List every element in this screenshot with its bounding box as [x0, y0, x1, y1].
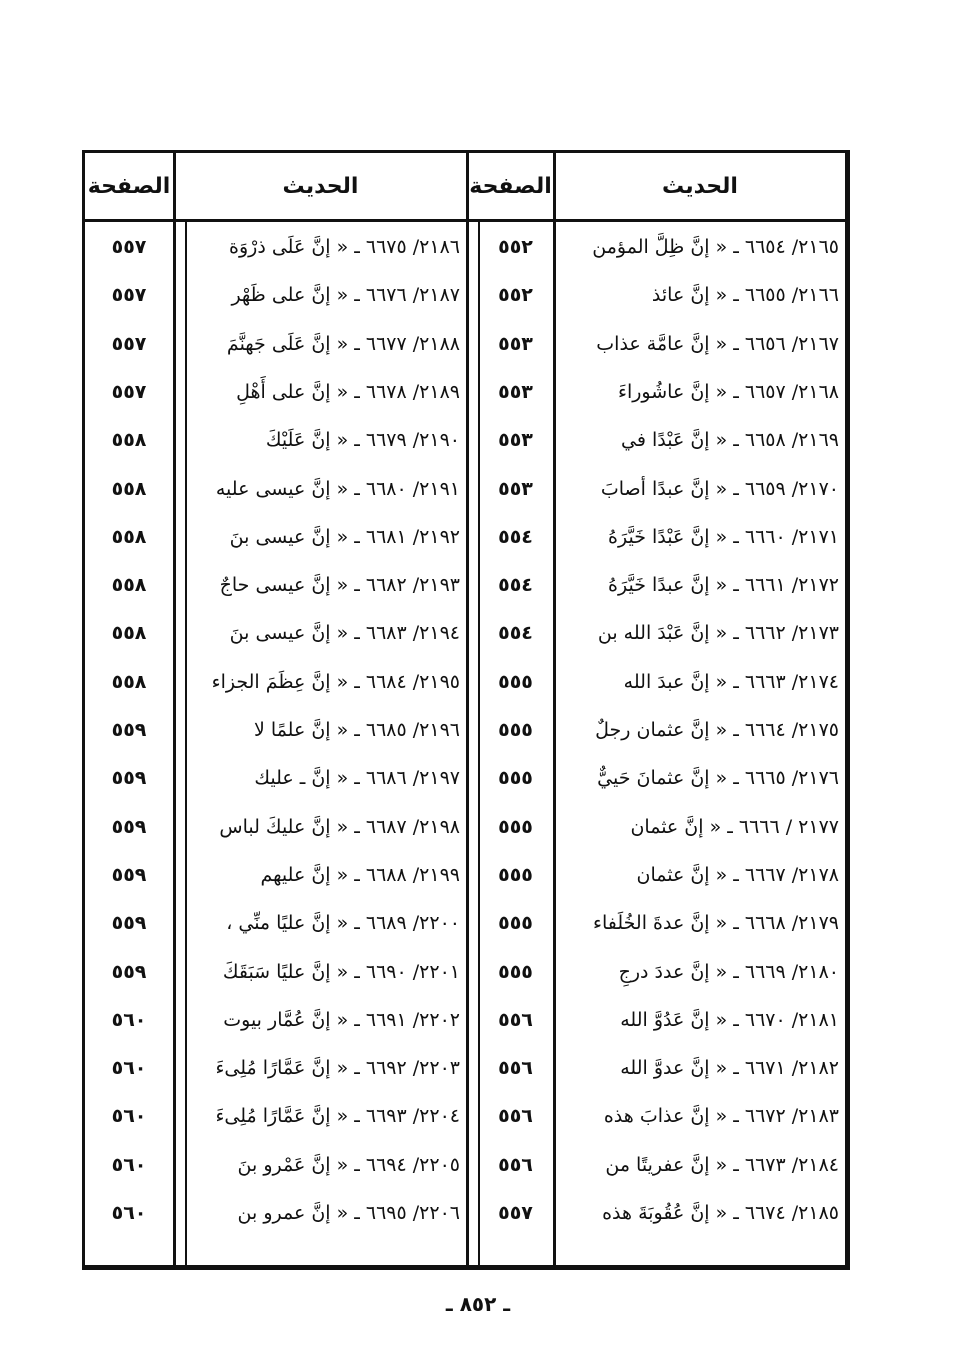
left-hadith-cell: ٢١٩٩/ ٦٦٨٨ ـ « إنَّ عليهم: [260, 863, 460, 886]
left-hadith-cell: ٢١٩٠/ ٦٦٧٩ ـ « إنَّ عَلَيْكَ: [265, 429, 460, 452]
left-hadith-cell: ٢١٩٦/ ٦٦٨٥ ـ « إنَّ علمًا لا: [254, 719, 460, 741]
table-row: [85, 658, 845, 706]
header-right-hadith: الحديث: [662, 173, 738, 199]
left-page-cell: ٥٥٧: [111, 284, 147, 307]
table-row: [85, 561, 845, 609]
table-row: [85, 803, 845, 851]
right-hadith-cell: ٢١٧٧ / ٦٦٦٦ ـ « إنَّ عثمان: [630, 815, 839, 838]
left-hadith-cell: ٢١٩٥/ ٦٦٨٤ ـ « إنَّ عِظَمَ الجزاء: [211, 670, 460, 693]
left-hadith-cell: ٢١٩٨/ ٦٦٨٧ ـ « إنَّ عليكَ لباس: [219, 815, 460, 838]
left-hadith-cell: ٢٢٠٦/ ٦٦٩٥ ـ « إنَّ عمرو بن: [237, 1202, 460, 1224]
left-page-cell: ٥٥٩: [111, 960, 147, 983]
right-page-cell: ٥٥٣: [498, 429, 533, 452]
right-page-cell: ٥٥٥: [498, 912, 533, 935]
left-page-cell: ٥٥٨: [111, 670, 147, 693]
table-row: [85, 609, 845, 657]
header-left-page: الصفحة: [87, 173, 171, 199]
table-row: [85, 851, 845, 899]
right-hadith-cell: ٢١٦٨/ ٦٦٥٧ ـ « إنَّ عاشُوراءَ: [618, 380, 839, 403]
right-page-cell: ٥٥٦: [498, 1008, 533, 1031]
left-page-cell: ٥٦٠: [111, 1202, 147, 1224]
right-hadith-cell: ٢١٦٩/ ٦٦٥٨ ـ « إنَّ عَبْدًا في: [621, 429, 839, 452]
right-page-cell: ٥٥٣: [498, 332, 533, 355]
left-page-cell: ٥٦٠: [111, 1057, 147, 1080]
left-page-cell: ٥٥٩: [111, 767, 147, 790]
left-page-cell: ٥٥٨: [111, 477, 147, 500]
left-page-cell: ٥٥٨: [111, 622, 147, 645]
right-page-cell: ٥٥٣: [498, 477, 533, 500]
right-hadith-cell: ٢١٧٨/ ٦٦٦٧ ـ « إنَّ عثمان: [636, 863, 839, 886]
table-row: [85, 513, 845, 561]
right-hadith-cell: ٢١٧٥/ ٦٦٦٤ ـ « إنَّ عثمان رجلٌ: [595, 719, 839, 741]
right-hadith-cell: ٢١٦٧/ ٦٦٥٦ ـ « إنَّ عامَّة عذاب: [596, 332, 839, 355]
left-page-cell: ٥٥٧: [111, 380, 147, 403]
right-hadith-cell: ٢١٧٢/ ٦٦٦١ ـ « إنَّ عبدًا خَيَّرَهُ: [608, 574, 839, 597]
header-left-hadith: الحديث: [282, 173, 359, 199]
right-hadith-cell: ٢١٨٥/ ٦٦٧٤ ـ « إنَّ عُقُوبَةَ هذه: [602, 1202, 839, 1224]
left-hadith-cell: ٢١٨٨/ ٦٦٧٧ ـ « إنَّ عَلَى جَهنَّمَ: [226, 332, 460, 355]
right-page-cell: ٥٥٤: [498, 622, 533, 645]
table-row: [85, 706, 845, 754]
right-page-cell: ٥٥٥: [498, 863, 533, 886]
left-hadith-cell: ٢٢٠٤/ ٦٦٩٣ ـ « إنَّ عَمَّارًا مُلِىءَ: [215, 1105, 460, 1128]
left-page-cell: ٥٦٠: [111, 1153, 147, 1176]
right-hadith-cell: ٢١٧٩/ ٦٦٦٨ ـ « إنَّ عدةَ الخُلَفاء: [593, 912, 839, 935]
left-hadith-cell: ٢١٩١/ ٦٦٨٠ ـ « إنَّ عيسى عليه: [215, 477, 460, 500]
right-hadith-cell: ٢١٧٤/ ٦٦٦٣ ـ « إنَّ عبدَ الله: [623, 670, 839, 693]
right-hadith-cell: ٢١٧١/ ٦٦٦٠ ـ « إنَّ عَبْدًا خَيَّرَهُ: [608, 525, 839, 548]
right-page-cell: ٥٥٦: [498, 1105, 533, 1128]
right-page-cell: ٥٥٢: [498, 284, 533, 307]
left-page-cell: ٥٥٧: [111, 236, 147, 258]
left-page-cell: ٥٥٧: [111, 332, 147, 355]
page-number: ـ ٨٥٢ ـ: [445, 1292, 511, 1316]
right-page-cell: ٥٥٥: [498, 767, 533, 790]
left-hadith-cell: ٢٢٠٥/ ٦٦٩٤ ـ « إنَّ عَمْرو بنَ: [237, 1153, 460, 1176]
table-row: [85, 1189, 845, 1237]
left-page-cell: ٥٥٨: [111, 429, 147, 452]
table-row: [85, 996, 845, 1044]
right-hadith-cell: ٢١٨٣/ ٦٦٧٢ ـ « إنَّ عذابَ هذه: [603, 1105, 839, 1128]
right-page-cell: ٥٥٧: [498, 1202, 533, 1224]
right-page-cell: ٥٥٣: [498, 380, 533, 403]
right-page-cell: ٥٥٥: [498, 670, 533, 693]
left-hadith-cell: ٢١٨٩/ ٦٦٧٨ ـ « إنَّ على أَهْلِ: [236, 380, 460, 403]
table-row: [85, 1092, 845, 1140]
left-hadith-cell: ٢٢٠١/ ٦٦٩٠ ـ « إنَّ عليًا سَبَقَكَ: [222, 960, 460, 983]
index-table: [82, 150, 850, 1270]
table-row: [85, 948, 845, 996]
right-page-cell: ٥٥٥: [498, 815, 533, 838]
left-page-cell: ٥٦٠: [111, 1105, 147, 1128]
table-row: [85, 320, 845, 368]
table-row: [85, 754, 845, 802]
right-hadith-cell: ٢١٨١/ ٦٦٧٠ ـ « إنَّ عَدُوَّ الله: [620, 1008, 839, 1031]
right-hadith-cell: ٢١٧٠/ ٦٦٥٩ ـ « إنَّ عبدًا أصابَ: [600, 477, 839, 500]
right-page-cell: ٥٥٢: [498, 236, 533, 258]
right-hadith-cell: ٢١٧٣/ ٦٦٦٢ ـ « إنَّ عَبْدَ الله بن: [597, 622, 839, 645]
table-row: [85, 416, 845, 464]
left-hadith-cell: ٢١٨٦/ ٦٦٧٥ ـ « إنَّ عَلَى ذرْوَة: [229, 236, 460, 258]
left-hadith-cell: ٢١٩٢/ ٦٦٨١ ـ « إنَّ عيسى بنَ: [229, 525, 460, 548]
table-row: [85, 368, 845, 416]
right-page-cell: ٥٥٤: [498, 525, 533, 548]
left-page-cell: ٥٥٩: [111, 912, 147, 935]
right-hadith-cell: ٢١٨٤/ ٦٦٧٣ ـ « إنَّ عفريتًا من: [605, 1153, 839, 1176]
right-hadith-cell: ٢١٨٢/ ٦٦٧١ ـ « إنَّ عدوَّ الله: [620, 1057, 839, 1080]
left-hadith-cell: ٢٢٠٢/ ٦٦٩١ ـ « إنَّ عُمَّار بيوت: [223, 1008, 460, 1031]
right-page-cell: ٥٥٤: [498, 574, 533, 597]
right-hadith-cell: ٢١٨٠/ ٦٦٦٩ ـ « إنَّ عددَ درجِ: [618, 960, 839, 983]
left-hadith-cell: ٢١٩٣/ ٦٦٨٢ ـ « إنَّ عيسى حاجٌ: [219, 574, 460, 597]
left-page-cell: ٥٥٨: [111, 574, 147, 597]
right-page-cell: ٥٥٥: [498, 960, 533, 983]
table-row: [85, 1141, 845, 1189]
table-row: [85, 223, 845, 271]
left-page-cell: ٥٥٩: [111, 863, 147, 886]
right-page-cell: ٥٥٦: [498, 1057, 533, 1080]
left-page-cell: ٥٥٩: [111, 719, 147, 741]
left-hadith-cell: ٢٢٠٣/ ٦٦٩٢ ـ « إنَّ عَمَّارًا مُلِىءَ: [215, 1057, 460, 1080]
right-hadith-cell: ٢١٧٦/ ٦٦٦٥ ـ « إنَّ عثمانَ حَييٌّ: [597, 767, 839, 790]
table-row: [85, 271, 845, 319]
right-page-cell: ٥٥٥: [498, 719, 533, 741]
right-hadith-cell: ٢١٦٦/ ٦٦٥٥ ـ « إنَّ عائذ: [651, 284, 839, 307]
right-hadith-cell: ٢١٦٥/ ٦٦٥٤ ـ « إنَّ ظِلَّ المؤمن: [592, 236, 839, 258]
left-hadith-cell: ٢٢٠٠/ ٦٦٨٩ ـ « إنَّ عليًا منِّي ،: [226, 912, 460, 935]
left-hadith-cell: ٢١٨٧/ ٦٦٧٦ ـ « إنَّ على ظَهْر: [231, 284, 460, 307]
right-page-cell: ٥٥٦: [498, 1153, 533, 1176]
table-row: [85, 899, 845, 947]
table-row: [85, 1044, 845, 1092]
table-row: [85, 465, 845, 513]
left-hadith-cell: ٢١٩٧/ ٦٦٨٦ ـ « إنَّ ـ عليك: [254, 767, 460, 790]
left-hadith-cell: ٢١٩٤/ ٦٦٨٣ ـ « إنَّ عيسى بنَ: [229, 622, 460, 645]
header-right-page: الصفحة: [469, 173, 552, 199]
left-page-cell: ٥٥٩: [111, 815, 147, 838]
left-page-cell: ٥٥٨: [111, 525, 147, 548]
left-page-cell: ٥٦٠: [111, 1008, 147, 1031]
header-divider: [85, 219, 845, 222]
